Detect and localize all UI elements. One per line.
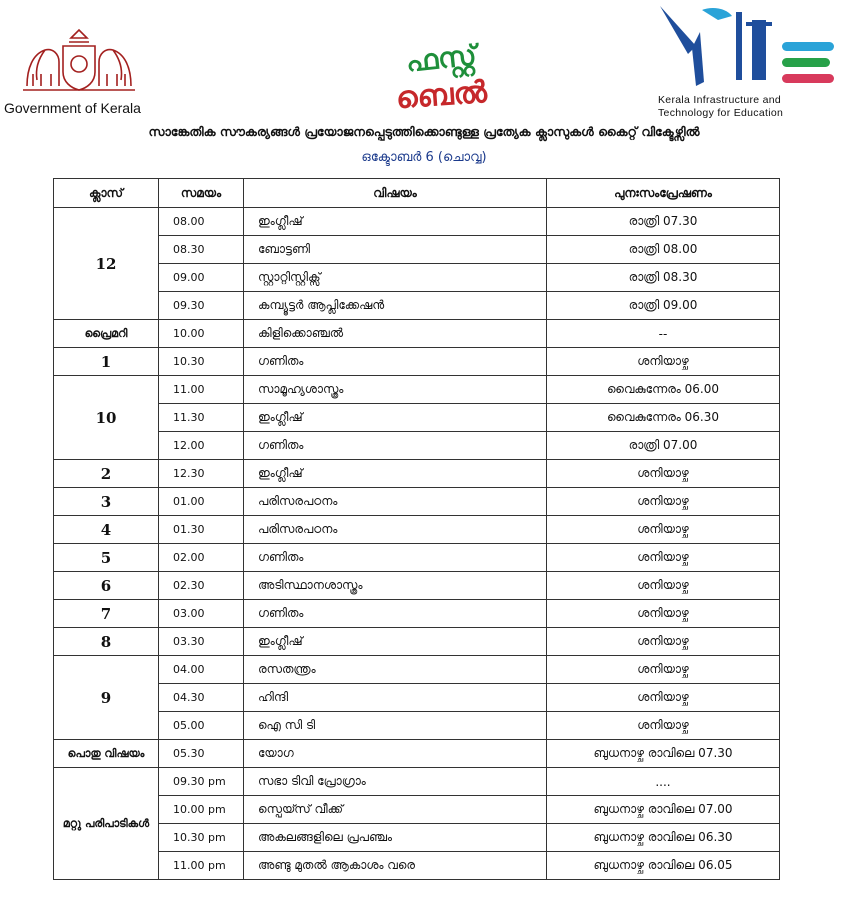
page-header bbox=[0, 0, 848, 124]
subject-cell: അകലങ്ങളിലെ പ്രപഞ്ചം bbox=[244, 824, 547, 852]
time-cell: 11.30 bbox=[159, 404, 244, 432]
table-row bbox=[54, 656, 780, 684]
table-row bbox=[54, 404, 780, 432]
time-cell: 05.00 bbox=[159, 712, 244, 740]
government-emblem-block bbox=[4, 28, 154, 116]
table-row bbox=[54, 348, 780, 376]
subject-cell: അണ്ടു മുതൽ ആകാശം വരെ bbox=[244, 852, 547, 880]
subject-cell: ഇംഗ്ലീഷ് bbox=[244, 208, 547, 236]
subject-cell: ഐ സി ടി bbox=[244, 712, 547, 740]
class-cell: 2 bbox=[54, 460, 159, 488]
table-row bbox=[54, 684, 780, 712]
time-cell: 10.30 bbox=[159, 348, 244, 376]
time-cell: 03.30 bbox=[159, 628, 244, 656]
table-row bbox=[54, 768, 780, 796]
rerun-cell: ശനിയാഴ്ച bbox=[547, 628, 780, 656]
time-cell: 04.30 bbox=[159, 684, 244, 712]
time-cell: 05.30 bbox=[159, 740, 244, 768]
schedule-table bbox=[53, 178, 780, 880]
rerun-cell: ശനിയാഴ്ച bbox=[547, 544, 780, 572]
class-cell: 3 bbox=[54, 488, 159, 516]
table-row bbox=[54, 572, 780, 600]
class-cell: 6 bbox=[54, 572, 159, 600]
rerun-cell: രാത്രി 09.00 bbox=[547, 292, 780, 320]
subject-cell: പരിസരപഠനം bbox=[244, 516, 547, 544]
subject-cell: പരിസരപഠനം bbox=[244, 488, 547, 516]
class-cell: 5 bbox=[54, 544, 159, 572]
document-title: സാങ്കേതിക സൗകര്യങ്ങൾ പ്രയോജനപ്പെടുത്തിക്കൊണ്ടുള്ള പ്രത്യേക ക്ലാസുകൾ കൈറ്റ് വിക്ടേഴ്സിൽ bbox=[148, 124, 700, 139]
class-cell: 7 bbox=[54, 600, 159, 628]
subject-cell: യോഗ bbox=[244, 740, 547, 768]
table-row bbox=[54, 376, 780, 404]
time-cell: 04.00 bbox=[159, 656, 244, 684]
class-cell: 9 bbox=[54, 656, 159, 740]
subject-cell: ഗണിതം bbox=[244, 600, 547, 628]
table-row bbox=[54, 236, 780, 264]
class-cell: 8 bbox=[54, 628, 159, 656]
rerun-cell: .... bbox=[547, 768, 780, 796]
class-cell: പ്രൈമറി bbox=[54, 320, 159, 348]
class-cell: പൊതു വിഷയം bbox=[54, 740, 159, 768]
time-cell: 10.00 bbox=[159, 320, 244, 348]
time-cell: 11.00 bbox=[159, 376, 244, 404]
subject-cell: കിളിക്കൊഞ്ചൽ bbox=[244, 320, 547, 348]
class-cell: 1 bbox=[54, 348, 159, 376]
subject-cell: ഗണിതം bbox=[244, 544, 547, 572]
table-row bbox=[54, 320, 780, 348]
table-row bbox=[54, 600, 780, 628]
rerun-cell: ബുധനാഴ്ച രാവിലെ 07.30 bbox=[547, 740, 780, 768]
subject-cell: കമ്പ്യൂട്ടർ ആപ്ലിക്കേഷൻ bbox=[244, 292, 547, 320]
rerun-cell: വൈകുന്നേരം 06.00 bbox=[547, 376, 780, 404]
subject-cell: സ്റ്റാറ്റിസ്റ്റിക്സ് bbox=[244, 264, 547, 292]
table-row bbox=[54, 824, 780, 852]
table-row bbox=[54, 432, 780, 460]
subject-cell: സാമൂഹ്യശാസ്ത്രം bbox=[244, 376, 547, 404]
table-row bbox=[54, 544, 780, 572]
first-bell-logo-line1: ഫസ്റ്റ് bbox=[404, 38, 478, 79]
time-cell: 11.00 pm bbox=[159, 852, 244, 880]
first-bell-logo-line2: ബെൽ bbox=[394, 74, 489, 117]
time-cell: 10.00 pm bbox=[159, 796, 244, 824]
time-cell: 12.30 bbox=[159, 460, 244, 488]
time-cell: 09.30 bbox=[159, 292, 244, 320]
subject-cell: ബോട്ടണി bbox=[244, 236, 547, 264]
subject-cell: ഹിന്ദി bbox=[244, 684, 547, 712]
time-cell: 01.00 bbox=[159, 488, 244, 516]
time-cell: 08.30 bbox=[159, 236, 244, 264]
rerun-cell: ബുധനാഴ്ച രാവിലെ 06.30 bbox=[547, 824, 780, 852]
subject-cell: ഇംഗ്ലീഷ് bbox=[244, 404, 547, 432]
table-row bbox=[54, 208, 780, 236]
schedule-body bbox=[54, 208, 780, 880]
time-cell: 09.00 bbox=[159, 264, 244, 292]
header-subject: വിഷയം bbox=[244, 179, 547, 208]
subject-cell: ഇംഗ്ലീഷ് bbox=[244, 460, 547, 488]
subject-cell: സഭാ ടിവി പ്രോഗ്രാം bbox=[244, 768, 547, 796]
kerala-emblem-icon bbox=[19, 28, 139, 94]
time-cell: 02.30 bbox=[159, 572, 244, 600]
table-row bbox=[54, 460, 780, 488]
header-class: ക്ലാസ് bbox=[54, 179, 159, 208]
rerun-cell: രാത്രി 07.00 bbox=[547, 432, 780, 460]
kite-label: Kerala Infrastructure and Technology for Education bbox=[658, 94, 784, 119]
time-cell: 10.30 pm bbox=[159, 824, 244, 852]
rerun-cell: ശനിയാഴ്ച bbox=[547, 348, 780, 376]
time-cell: 09.30 pm bbox=[159, 768, 244, 796]
rerun-cell: ശനിയാഴ്ച bbox=[547, 600, 780, 628]
class-cell: മറ്റു പരിപാടികൾ bbox=[54, 768, 159, 880]
rerun-cell: ശനിയാഴ്ച bbox=[547, 656, 780, 684]
subject-cell: ഗണിതം bbox=[244, 348, 547, 376]
first-bell-logo bbox=[392, 38, 512, 122]
rerun-cell: രാത്രി 08.00 bbox=[547, 236, 780, 264]
table-row bbox=[54, 740, 780, 768]
rerun-cell: ശനിയാഴ്ച bbox=[547, 488, 780, 516]
time-cell: 08.00 bbox=[159, 208, 244, 236]
time-cell: 02.00 bbox=[159, 544, 244, 572]
subject-cell: ഇംഗ്ലീഷ് bbox=[244, 628, 547, 656]
header-time: സമയം bbox=[159, 179, 244, 208]
table-row bbox=[54, 516, 780, 544]
subject-cell: അടിസ്ഥാനശാസ്ത്രം bbox=[244, 572, 547, 600]
subject-cell: ഗണിതം bbox=[244, 432, 547, 460]
time-cell: 03.00 bbox=[159, 600, 244, 628]
header-rerun: പുനഃസംപ്രേഷണം bbox=[547, 179, 780, 208]
subject-cell: സ്പെയ്സ് വീക്ക് bbox=[244, 796, 547, 824]
rerun-cell: ബുധനാഴ്ച രാവിലെ 06.05 bbox=[547, 852, 780, 880]
rerun-cell: രാത്രി 08.30 bbox=[547, 264, 780, 292]
rerun-cell: രാത്രി 07.30 bbox=[547, 208, 780, 236]
rerun-cell: -- bbox=[547, 320, 780, 348]
class-cell: 4 bbox=[54, 516, 159, 544]
table-row bbox=[54, 488, 780, 516]
table-row bbox=[54, 852, 780, 880]
class-cell: 12 bbox=[54, 208, 159, 320]
rerun-cell: ശനിയാഴ്ച bbox=[547, 712, 780, 740]
table-row bbox=[54, 628, 780, 656]
table-row bbox=[54, 712, 780, 740]
rerun-cell: ശനിയാഴ്ച bbox=[547, 572, 780, 600]
class-cell: 10 bbox=[54, 376, 159, 460]
table-row bbox=[54, 796, 780, 824]
rerun-cell: ശനിയാഴ്ച bbox=[547, 684, 780, 712]
rerun-cell: ശനിയാഴ്ച bbox=[547, 516, 780, 544]
table-header-row bbox=[54, 179, 780, 208]
schedule-date: ഒക്ടോബർ 6 (ചൊവ്വ) bbox=[361, 150, 487, 165]
time-cell: 01.30 bbox=[159, 516, 244, 544]
table-row bbox=[54, 264, 780, 292]
government-label: Government of Kerala bbox=[4, 100, 141, 116]
rerun-cell: ശനിയാഴ്ച bbox=[547, 460, 780, 488]
time-cell: 12.00 bbox=[159, 432, 244, 460]
subject-cell: രസതന്ത്രം bbox=[244, 656, 547, 684]
rerun-cell: ബുധനാഴ്ച രാവിലെ 07.00 bbox=[547, 796, 780, 824]
rerun-cell: വൈകുന്നേരം 06.30 bbox=[547, 404, 780, 432]
table-row bbox=[54, 292, 780, 320]
